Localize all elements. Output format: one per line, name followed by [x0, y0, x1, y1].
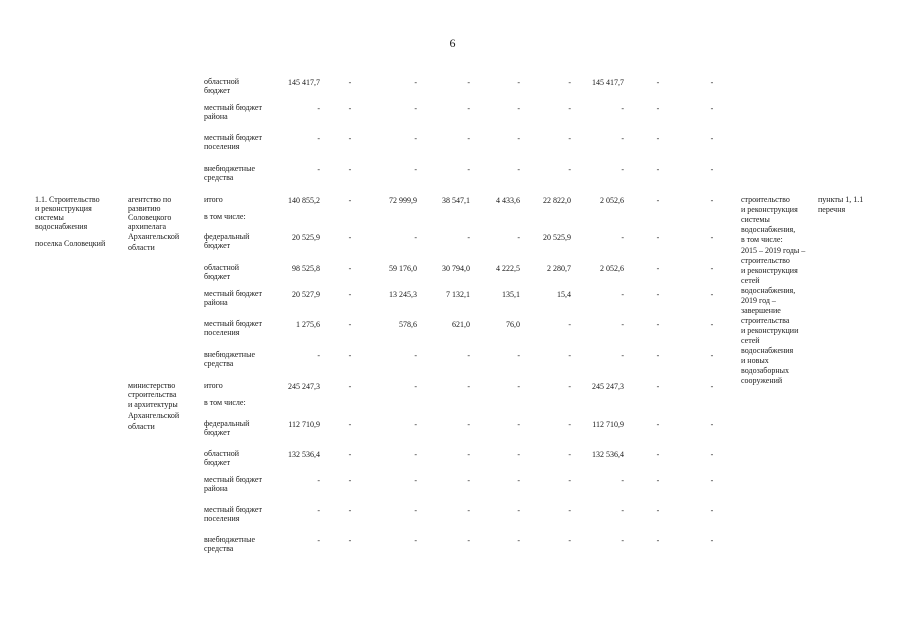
dash-cell: -	[568, 506, 571, 515]
row-label-line: внебюджетные	[204, 164, 255, 173]
row-label-line: местный бюджет	[204, 133, 262, 142]
dash-cell: -	[656, 536, 660, 545]
dash-cell: -	[710, 165, 714, 174]
dash-cell: -	[656, 420, 660, 429]
value-cell: 245 247,3	[592, 382, 624, 391]
dash-cell: -	[710, 196, 714, 205]
row-label-line: местный бюджет	[204, 103, 262, 112]
value-cell: 76,0	[506, 320, 520, 329]
value-cell: 2 052,6	[600, 196, 624, 205]
dash-cell: -	[317, 506, 320, 515]
dash-cell: -	[568, 351, 571, 360]
row-label-line: внебюджетные	[204, 535, 255, 544]
dash-cell: -	[656, 351, 660, 360]
dash-cell: -	[414, 104, 417, 113]
dash-cell: -	[348, 233, 352, 242]
row-label-line: поселения	[204, 514, 240, 523]
dash-cell: -	[467, 165, 470, 174]
dash-cell: -	[517, 536, 520, 545]
dash-cell: -	[348, 536, 352, 545]
row-label-line: областной	[204, 263, 240, 272]
result-line: строительство	[741, 195, 790, 204]
value-cell: 140 855,2	[288, 196, 320, 205]
dash-cell: -	[414, 476, 417, 485]
dash-cell: -	[710, 506, 714, 515]
dash-cell: -	[621, 351, 624, 360]
dash-cell: -	[348, 196, 352, 205]
dash-cell: -	[568, 78, 571, 87]
dash-cell: -	[517, 450, 520, 459]
dash-cell: -	[467, 351, 470, 360]
value-cell: 2 052,6	[600, 264, 624, 273]
dash-cell: -	[710, 450, 714, 459]
value-cell: 30 794,0	[442, 264, 470, 273]
row-label-line: бюджет	[204, 241, 231, 250]
value-cell: 578,6	[399, 320, 417, 329]
value-cell: 20 525,9	[292, 233, 320, 242]
measure-name-line: системы	[35, 213, 64, 222]
row-label-line: бюджет	[204, 272, 231, 281]
dash-cell: -	[348, 104, 352, 113]
row-label-line: итого	[204, 195, 223, 204]
dash-cell: -	[710, 536, 714, 545]
value-cell: 1 275,6	[296, 320, 320, 329]
value-cell: 145 417,7	[592, 78, 624, 87]
dash-cell: -	[317, 351, 320, 360]
dash-cell: -	[656, 233, 660, 242]
result-line: сетей	[741, 276, 760, 285]
dash-cell: -	[568, 536, 571, 545]
dash-cell: -	[656, 104, 660, 113]
dash-cell: -	[348, 382, 352, 391]
dash-cell: -	[414, 351, 417, 360]
result-line: и реконструкция	[741, 205, 798, 214]
executor-line: и архитектуры	[128, 400, 178, 409]
dash-cell: -	[710, 290, 714, 299]
measure-name-line: поселка Соловецкий	[35, 239, 106, 248]
value-cell: 22 822,0	[543, 196, 571, 205]
dash-cell: -	[656, 78, 660, 87]
executor-line: агентство по	[128, 195, 172, 204]
dash-cell: -	[621, 536, 624, 545]
executor-line: министерство	[128, 381, 176, 390]
value-cell: 621,0	[452, 320, 470, 329]
dash-cell: -	[317, 104, 320, 113]
result-line: строительство	[741, 256, 790, 265]
measure-name-line: 1.1. Строительство	[35, 195, 100, 204]
result-line: водозаборных	[741, 366, 789, 375]
dash-cell: -	[621, 134, 624, 143]
dash-cell: -	[414, 506, 417, 515]
value-cell: 59 176,0	[389, 264, 417, 273]
value-cell: 145 417,7	[288, 78, 320, 87]
dash-cell: -	[656, 476, 660, 485]
result-line: в том числе:	[741, 235, 783, 244]
dash-cell: -	[656, 450, 660, 459]
dash-cell: -	[517, 476, 520, 485]
dash-cell: -	[348, 450, 352, 459]
value-cell: 13 245,3	[389, 290, 417, 299]
dash-cell: -	[414, 450, 417, 459]
dash-cell: -	[467, 78, 470, 87]
executor-line: Архангельской	[128, 411, 180, 420]
dash-cell: -	[467, 506, 470, 515]
row-label-line: федеральный	[204, 419, 250, 428]
dash-cell: -	[414, 382, 417, 391]
result-line: сооружений	[741, 376, 783, 385]
dash-cell: -	[568, 382, 571, 391]
row-label-line: поселения	[204, 142, 240, 151]
row-label-line: района	[204, 298, 228, 307]
dash-cell: -	[517, 506, 520, 515]
dash-cell: -	[656, 196, 660, 205]
dash-cell: -	[348, 290, 352, 299]
dash-cell: -	[621, 290, 624, 299]
dash-cell: -	[656, 264, 660, 273]
executor-line: области	[128, 422, 155, 431]
row-label-line: местный бюджет	[204, 289, 262, 298]
row-label-line: средства	[204, 173, 234, 182]
executor-line: архипелага	[128, 222, 167, 231]
result-line: завершение	[741, 306, 781, 315]
row-label-line: местный бюджет	[204, 505, 262, 514]
dash-cell: -	[710, 351, 714, 360]
dash-cell: -	[656, 382, 660, 391]
dash-cell: -	[710, 264, 714, 273]
dash-cell: -	[467, 420, 470, 429]
value-cell: 20 525,9	[543, 233, 571, 242]
dash-cell: -	[621, 165, 624, 174]
row-label-line: в том числе:	[204, 212, 246, 221]
executor-line: развитию	[128, 204, 161, 213]
dash-cell: -	[710, 78, 714, 87]
dash-cell: -	[317, 536, 320, 545]
dash-cell: -	[517, 78, 520, 87]
result-line: системы	[741, 215, 770, 224]
dash-cell: -	[348, 420, 352, 429]
dash-cell: -	[467, 536, 470, 545]
dash-cell: -	[621, 506, 624, 515]
link-line: перечня	[818, 205, 846, 214]
value-cell: 72 999,9	[389, 196, 417, 205]
dash-cell: -	[517, 233, 520, 242]
row-label-line: поселения	[204, 328, 240, 337]
dash-cell: -	[568, 420, 571, 429]
result-line: сетей	[741, 336, 760, 345]
measure-name-line: водоснабжения	[35, 222, 88, 231]
value-cell: 15,4	[557, 290, 571, 299]
dash-cell: -	[710, 420, 714, 429]
row-label-line: областной	[204, 449, 240, 458]
dash-cell: -	[656, 320, 660, 329]
row-label-line: средства	[204, 544, 234, 553]
row-label-line: района	[204, 484, 228, 493]
value-cell: 2 280,7	[547, 264, 571, 273]
row-label-line: местный бюджет	[204, 319, 262, 328]
dash-cell: -	[348, 264, 352, 273]
result-line: и реконструкция	[741, 266, 798, 275]
dash-cell: -	[317, 134, 320, 143]
dash-cell: -	[348, 134, 352, 143]
measure-name-line: и реконструкция	[35, 204, 92, 213]
value-cell: 4 222,5	[496, 264, 520, 273]
dash-cell: -	[710, 104, 714, 113]
dash-cell: -	[467, 134, 470, 143]
dash-cell: -	[517, 134, 520, 143]
value-cell: 20 527,9	[292, 290, 320, 299]
result-line: 2015 – 2019 годы –	[741, 246, 806, 255]
dash-cell: -	[621, 104, 624, 113]
value-cell: 38 547,1	[442, 196, 470, 205]
row-label-line: внебюджетные	[204, 350, 255, 359]
value-cell: 7 132,1	[446, 290, 470, 299]
executor-line: строительства	[128, 390, 177, 399]
row-label-line: областной	[204, 77, 240, 86]
value-cell: 132 536,4	[592, 450, 624, 459]
row-label-line: федеральный	[204, 232, 250, 241]
page-number: 6	[449, 36, 456, 50]
dash-cell: -	[621, 233, 624, 242]
dash-cell: -	[656, 134, 660, 143]
dash-cell: -	[621, 320, 624, 329]
value-cell: 132 536,4	[288, 450, 320, 459]
result-line: водоснабжения	[741, 346, 794, 355]
row-label-line: в том числе:	[204, 398, 246, 407]
row-label-line: района	[204, 112, 228, 121]
dash-cell: -	[517, 420, 520, 429]
dash-cell: -	[568, 104, 571, 113]
dash-cell: -	[348, 78, 352, 87]
dash-cell: -	[348, 165, 352, 174]
dash-cell: -	[568, 165, 571, 174]
dash-cell: -	[467, 104, 470, 113]
dash-cell: -	[710, 476, 714, 485]
result-line: и новых	[741, 356, 769, 365]
dash-cell: -	[414, 165, 417, 174]
link-line: пункты 1, 1.1	[818, 195, 864, 204]
result-line: водоснабжения,	[741, 225, 796, 234]
dash-cell: -	[414, 78, 417, 87]
value-cell: 98 525,8	[292, 264, 320, 273]
dash-cell: -	[414, 233, 417, 242]
executor-line: Соловецкого	[128, 213, 172, 222]
dash-cell: -	[568, 450, 571, 459]
dash-cell: -	[621, 476, 624, 485]
dash-cell: -	[568, 134, 571, 143]
dash-cell: -	[517, 104, 520, 113]
dash-cell: -	[517, 165, 520, 174]
dash-cell: -	[656, 506, 660, 515]
dash-cell: -	[414, 536, 417, 545]
result-line: водоснабжения,	[741, 286, 796, 295]
executor-line: области	[128, 243, 155, 252]
dash-cell: -	[710, 233, 714, 242]
dash-cell: -	[348, 476, 352, 485]
dash-cell: -	[710, 382, 714, 391]
dash-cell: -	[348, 506, 352, 515]
row-label-line: средства	[204, 359, 234, 368]
dash-cell: -	[317, 165, 320, 174]
value-cell: 245 247,3	[288, 382, 320, 391]
value-cell: 112 710,9	[288, 420, 320, 429]
value-cell: 112 710,9	[592, 420, 624, 429]
dash-cell: -	[568, 476, 571, 485]
row-label-line: бюджет	[204, 458, 231, 467]
dash-cell: -	[710, 320, 714, 329]
dash-cell: -	[317, 476, 320, 485]
dash-cell: -	[517, 351, 520, 360]
dash-cell: -	[568, 320, 571, 329]
dash-cell: -	[467, 476, 470, 485]
dash-cell: -	[656, 290, 660, 299]
dash-cell: -	[710, 134, 714, 143]
row-label-line: бюджет	[204, 86, 231, 95]
executor-line: Архангельской	[128, 232, 180, 241]
value-cell: 135,1	[502, 290, 520, 299]
dash-cell: -	[517, 382, 520, 391]
dash-cell: -	[656, 165, 660, 174]
dash-cell: -	[467, 450, 470, 459]
result-line: и реконструкции	[741, 326, 799, 335]
dash-cell: -	[467, 382, 470, 391]
row-label-line: итого	[204, 381, 223, 390]
dash-cell: -	[414, 134, 417, 143]
dash-cell: -	[467, 233, 470, 242]
result-line: строительства	[741, 316, 790, 325]
row-label-line: бюджет	[204, 428, 231, 437]
result-line: 2019 год –	[741, 296, 776, 305]
value-cell: 4 433,6	[496, 196, 520, 205]
dash-cell: -	[348, 320, 352, 329]
dash-cell: -	[414, 420, 417, 429]
dash-cell: -	[348, 351, 352, 360]
row-label-line: местный бюджет	[204, 475, 262, 484]
